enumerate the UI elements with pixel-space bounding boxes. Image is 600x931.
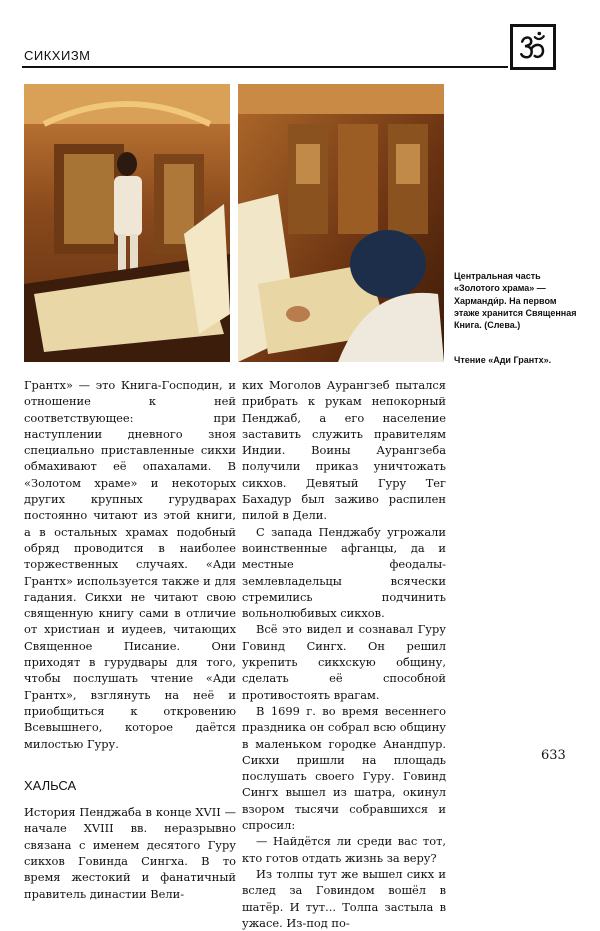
golden-temple-interior-photo [24, 84, 230, 362]
right-paragraph-3: Всё это видел и сознавал Гуру Говинд Сингх. Он решил укрепить сикхскую общину, сделать её способной противостоять врагам. [242, 622, 446, 702]
left-paragraph-1: Грантх» — это Книга-Господин, и отношение к ней соответствующее: при наступлении дневного зноя специально приставленные сикхи обмахивают её опахалами. В «Золотом храме» и некоторых других крупных гурудварах постоянно читают из этой книги, а в остальных храмах подобный обряд проводится в наиболее торжественных случаях. «Ади Грантх» используется также и для гадания. Сикхи не читают свою священную книгу сами в отличие от христиан и иудеев, читающих Священное Писание. Они приходят в гурудвары для того, чтобы послушать чтение «Ади Грантх», взглянуть на неё и приобщиться к откровению Всевышнего, которое даётся милостью Гуру. [24, 378, 236, 751]
right-text-column [242, 377, 446, 931]
photo-caption-reading: Чтение «Ади Грантх». [454, 355, 552, 365]
photo-caption-temple: Центральная часть «Золотого храма» — Харманди́р. На первом этаже хранится Священная Книга. (Слева.) [454, 271, 577, 331]
right-paragraph-5: — Найдётся ли среди вас тот, кто готов отдать жизнь за веру? [242, 834, 446, 865]
om-emblem [510, 24, 556, 70]
section-heading-khalsa: ХАЛЬСА [24, 777, 77, 793]
right-paragraph-4: В 1699 г. во время весеннего праздника он собрал всю общину в маленьком городке Анандпур. Сикхи пришли на площадь послушать своего Гуру. Говинд Сингх вышел из шатра, окинул взором тысячи собравшихся и спросил: [242, 703, 446, 833]
header-rule [22, 66, 508, 68]
left-text-column [24, 377, 236, 902]
adi-granth-reading-photo [238, 84, 444, 362]
page-number: 633 [541, 748, 566, 763]
right-paragraph-6: Из толпы тут же вышел сикх и вслед за Говиндом вошёл в шатёр. И тут... Толпа застыла в ужасе. Из-под по- [242, 866, 446, 930]
running-header-title: СИКХИЗМ [24, 48, 91, 63]
right-paragraph-2: С запада Пенджабу угрожали воинственные афганцы, да и местные феодалы-землевладельцы всячески стремились подчинить вольнолюбивых сикхов. [242, 524, 446, 621]
om-symbol-icon [515, 29, 551, 65]
right-paragraph-1: ких Моголов Аурангзеб пытался прибрать к рукам непокорный Пенджаб, а его население заставить служить правителям Индии. Воины Аурангзеба получили приказ уничтожать сикхов. Девятый Гуру Тег Бахадур был заживо распилен пилой в Дели. [242, 378, 446, 523]
left-paragraph-2: История Пенджаба в конце XVII — начале XVIII вв. неразрывно связана с именем десятого Гуру сикхов Говинда Сингха. В то время жестокий и фанатичный правитель династии Вели- [24, 805, 236, 901]
